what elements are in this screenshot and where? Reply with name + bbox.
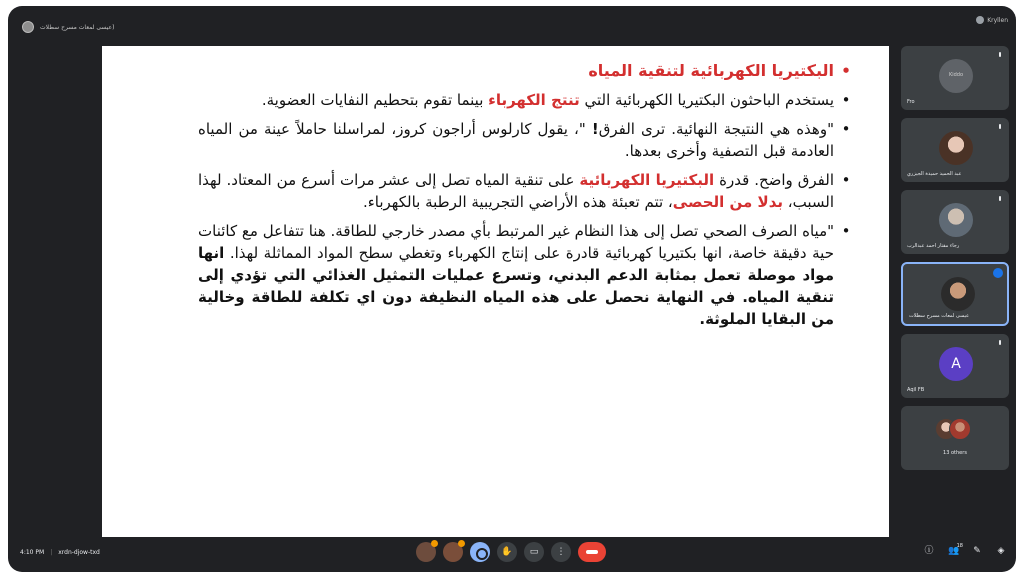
participant-name: رجاء مقتار احمد عبدالرب bbox=[907, 243, 960, 249]
text-span: "مياه الصرف الصحي تصل إلى هذا النظام غير المرتبط بأي مصدر خارجي للطاقة. هنا تتفاعل مع كائنات حية دقيقة خاصة، انها بكتيريا كهربائية قادرة على إنتاج الكهرباء وتغطي سطح المواد المماثلة لهذا. bbox=[198, 222, 834, 262]
text-span: الفرق واضح. قدرة bbox=[714, 171, 835, 189]
text-span: بينما تقوم بتحطيم النفايات العضوية. bbox=[261, 91, 489, 109]
participant-tile[interactable] bbox=[901, 190, 1009, 254]
bottom-bar bbox=[8, 536, 1016, 572]
presenter-avatar-icon bbox=[22, 21, 34, 33]
present-button[interactable] bbox=[470, 542, 490, 562]
mic-off-icon bbox=[997, 124, 1003, 130]
participant-name: عيسى لمعات مسرح سطلات bbox=[909, 313, 970, 319]
text-span: "وهذه هي النتيجة النهائية. ترى الفرق bbox=[598, 120, 834, 138]
info-icon: ⓘ bbox=[924, 546, 934, 556]
account-icon bbox=[976, 16, 984, 24]
people-button[interactable] bbox=[948, 543, 963, 556]
top-right-label: Kryllen bbox=[987, 16, 1008, 24]
participant-name: Aqil FB bbox=[907, 387, 925, 393]
participants-panel bbox=[901, 46, 1011, 478]
hand-icon: ✋ bbox=[501, 547, 513, 557]
slide-bullet-5 bbox=[198, 220, 858, 330]
text-span: على تنقية المياه تصل إلى عشر مرات أسرع من المعتاد. لهذا السبب، bbox=[198, 171, 834, 211]
others-avatars bbox=[935, 418, 975, 442]
participant-avatar bbox=[939, 203, 973, 237]
bullet-dot: • bbox=[841, 120, 851, 138]
slide-bullet-2 bbox=[198, 89, 858, 111]
slide-bullet-title bbox=[198, 60, 858, 82]
mic-off-icon bbox=[997, 196, 1003, 202]
more-options-button[interactable] bbox=[551, 542, 571, 562]
end-call-button[interactable] bbox=[578, 542, 606, 562]
top-right-indicator[interactable] bbox=[976, 16, 1008, 24]
participant-name: Fro bbox=[907, 99, 915, 105]
text-span: يستخدم الباحثون البكتيريا الكهربائية التي bbox=[579, 91, 834, 109]
slide-bullet-4 bbox=[198, 169, 858, 213]
separator: | bbox=[50, 549, 53, 556]
highlight-span: البكتيريا الكهربائية bbox=[579, 171, 715, 189]
participant-thumbnail bbox=[939, 59, 973, 93]
mic-off-icon bbox=[997, 52, 1003, 58]
more-icon: ⋮ bbox=[556, 547, 566, 557]
bullet-dot: • bbox=[841, 171, 851, 189]
participant-tile[interactable] bbox=[901, 118, 1009, 182]
slide-bullet-3 bbox=[198, 118, 858, 162]
bullet-dot: • bbox=[841, 91, 851, 109]
bullet-text bbox=[198, 169, 834, 213]
presentation-slide bbox=[102, 46, 889, 537]
bullet-dot: • bbox=[841, 222, 851, 240]
bullet-text bbox=[198, 118, 834, 162]
mic-off-icon bbox=[997, 340, 1003, 346]
bullet-text bbox=[198, 220, 834, 330]
chat-icon: ✎ bbox=[973, 546, 981, 556]
mic-icon bbox=[431, 540, 438, 547]
clock-time: 4:10 PM bbox=[20, 549, 45, 556]
highlight-span: بدلا من الحصى bbox=[672, 193, 784, 211]
text-span: ، تتم تعبئة هذه الأراضي التجريبية الرطبة بالكهرباء. bbox=[362, 193, 673, 211]
camera-icon bbox=[458, 540, 465, 547]
info-button[interactable] bbox=[924, 546, 934, 556]
participant-tile[interactable] bbox=[901, 46, 1009, 110]
captions-button[interactable] bbox=[524, 542, 544, 562]
others-label: 13 others bbox=[943, 450, 967, 456]
bold-span: انها مواد موصلة تعمل بمثابة الدعم البدني، وتسرع عمليات التمثيل الغذائي التي تؤدي إلى تنقية المياه. في النهاية نحصل على هذه المياه النظيفة دون اي تكلفة للطاقة وخالية من البقايا الملوثة. bbox=[198, 244, 834, 328]
people-icon: 👥 bbox=[948, 546, 960, 556]
chat-button[interactable] bbox=[972, 546, 982, 556]
others-tile[interactable] bbox=[901, 406, 1009, 470]
participant-tile-active[interactable] bbox=[901, 262, 1009, 326]
bold-span: ! bbox=[591, 120, 599, 138]
captions-icon: ▭ bbox=[529, 547, 539, 557]
slide-content bbox=[198, 60, 858, 337]
participant-avatar bbox=[939, 131, 973, 165]
highlight-span: تنتج الكهرباء bbox=[488, 91, 580, 109]
participant-avatar bbox=[941, 277, 975, 311]
speaking-icon bbox=[993, 268, 1003, 278]
raise-hand-button[interactable] bbox=[497, 542, 517, 562]
presenter-label: عيسى لمعات مسرح سطلات) bbox=[40, 23, 115, 31]
meet-window bbox=[8, 6, 1016, 572]
participant-tile[interactable] bbox=[901, 334, 1009, 398]
side-controls bbox=[924, 543, 1006, 556]
people-count: 18 bbox=[956, 543, 963, 549]
text-span: "، يقول كارلوس أراجون كروز، لمراسلنا حاملاً عينة من المياه العادمة قبل التصفية وأخرى بعدها. bbox=[198, 120, 834, 160]
activities-button[interactable] bbox=[996, 546, 1006, 556]
top-bar bbox=[8, 6, 1016, 42]
bullet-text bbox=[198, 89, 834, 111]
activities-icon: ◈ bbox=[997, 546, 1005, 556]
presenter-chip[interactable] bbox=[22, 20, 114, 34]
slide-title: البكتيريا الكهربائية لتنقية المياه bbox=[588, 61, 834, 80]
meeting-info bbox=[20, 549, 100, 556]
participant-avatar bbox=[949, 418, 971, 440]
participant-avatar-letter: A bbox=[939, 347, 973, 381]
call-controls bbox=[416, 542, 606, 562]
participant-name: عبد الحميد حميدة الجيزري bbox=[907, 171, 962, 177]
bullet-dot: • bbox=[841, 62, 851, 80]
mic-button[interactable] bbox=[416, 542, 436, 562]
camera-button[interactable] bbox=[443, 542, 463, 562]
thumbnail-text: Kiddo bbox=[948, 72, 964, 78]
meeting-code: xrdn-djow-txd bbox=[58, 549, 100, 556]
